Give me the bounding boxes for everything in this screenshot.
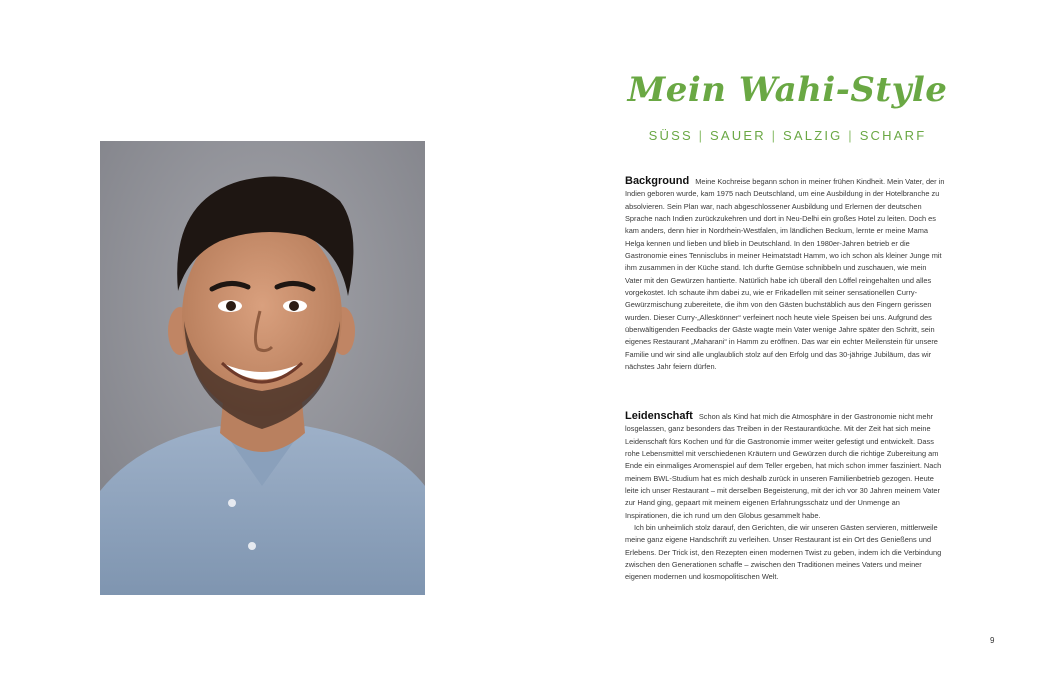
section-paragraph xyxy=(625,410,945,522)
subtitle-item-sauer: SAUER xyxy=(710,128,766,143)
subtitle-item-scharf: SCHARF xyxy=(859,128,927,143)
section-heading: Background xyxy=(625,175,690,187)
section-paragraph xyxy=(625,175,945,374)
subtitle-item-salzig: SALZIG xyxy=(783,128,843,143)
subtitle-separator: | xyxy=(771,128,778,143)
page-title: Mein Wahi-Style xyxy=(627,70,948,110)
portrait-photo xyxy=(100,141,425,595)
portrait-illustration xyxy=(100,141,425,595)
subtitle-item-suess: SÜSS xyxy=(648,128,693,143)
subtitle-separator: | xyxy=(698,128,705,143)
section-text: Schon als Kind hat mich die Atmosphäre in der Gastronomie nicht mehr losgelassen, ganz besonders das Treiben in der Restaurantküche. Mit der Zeit hat sich meine Leidenschaft fürs Kochen und für die Gastronomie immer weiter gefestigt und entwickelt. Dass rohe Lebensmittel mit verschiedenen Kräutern und Gewürzen durch die richtige Zubereitung am Ende ein einmaliges Aromenspiel auf dem Teller ergeben, hat mich schon immer fasziniert. Nach meinem BWL-Studium hat es mich deshalb zurück in unseren Familienbetrieb gezogen. Heute leite ich unser Restaurant – mit derselben Begeisterung, mit der ich vor 30 Jahren meinem Vater zur Hand ging, gepaart mit meinem eigenen Erfahrungsschatz und der Unmenge an Inspirationen, die ich rund um den Globus gesammelt habe. xyxy=(625,412,942,520)
section-background xyxy=(625,175,945,374)
subtitle-separator: | xyxy=(848,128,854,143)
section-paragraph: Ich bin unheimlich stolz darauf, den Gerichten, die wir unseren Gästen servieren, mittlerweile meine ganz eigene Handschrift zu verleihen. Unser Restaurant ist ein Ort des Genießens und Erlebens. Der Trick ist, den Rezepten einen modernen Twist zu geben, indem ich die Verbindung zwischen den Generationen schaffe – zwischen den Traditionen meines Vaters und meiner eigenen modernen und kosmopolitischen Welt. xyxy=(625,523,942,582)
page-number: 9 xyxy=(990,636,995,645)
section-heading: Leidenschaft xyxy=(625,410,693,422)
subtitle-tags xyxy=(610,128,965,143)
section-leidenschaft xyxy=(625,410,945,584)
section-text: Meine Kochreise begann schon in meiner frühen Kindheit. Mein Vater, der in Indien geboren wurde, kam 1975 nach Deutschland, um eine Ausbildung in der Hotelbranche zu absolvieren. Sein Plan war, nach abgeschlossener Ausbildung und Erlernen der deutschen Sprache nach Indien zurückzukehren und dort in Neu-Delhi ein großes Hotel zu leiten. Doch es kam anders, denn hier in Nordrhein-Westfalen, im ländlichen Beckum, lernte er meine Mama Helga kennen und lieben und blieb in Deutschland. In den 1980er-Jahren betrieb er die Gastronomie eines Tennisclubs in meiner Heimatstadt Hamm, wo ich schon als kleiner Junge mit ihm zusammen in der Küche stand. Ich durfte Gemüse schnibbeln und zuschauen, wie mein Vater mit den Gewürzen hantierte. Natürlich habe ich überall den Löffel reingehalten und alles vorgekostet. Ich schaute ihm dabei zu, wie er Frikadellen mit seiner sensationellen Curry-Gewürzmischung zubereitete, die ihm von den Gästen buchstäblich aus den Fingern gerissen wurden. Dieser Curry-„Alleskönner“ verfeinert noch heute viele Speisen bei uns. Aufgrund des überwältigenden Feedbacks der Gäste wagte mein Vater wenige Jahre später den Schritt, sein eigenes Restaurant „Maharani“ in Hamm zu eröffnen. Das war ein echter Meilenstein für unsere Familie und wir sind alle unglaublich stolz auf den Erfolg und das 30-jährige Jubiläum, das wir nächstes Jahr feiern dürfen. xyxy=(625,177,945,372)
